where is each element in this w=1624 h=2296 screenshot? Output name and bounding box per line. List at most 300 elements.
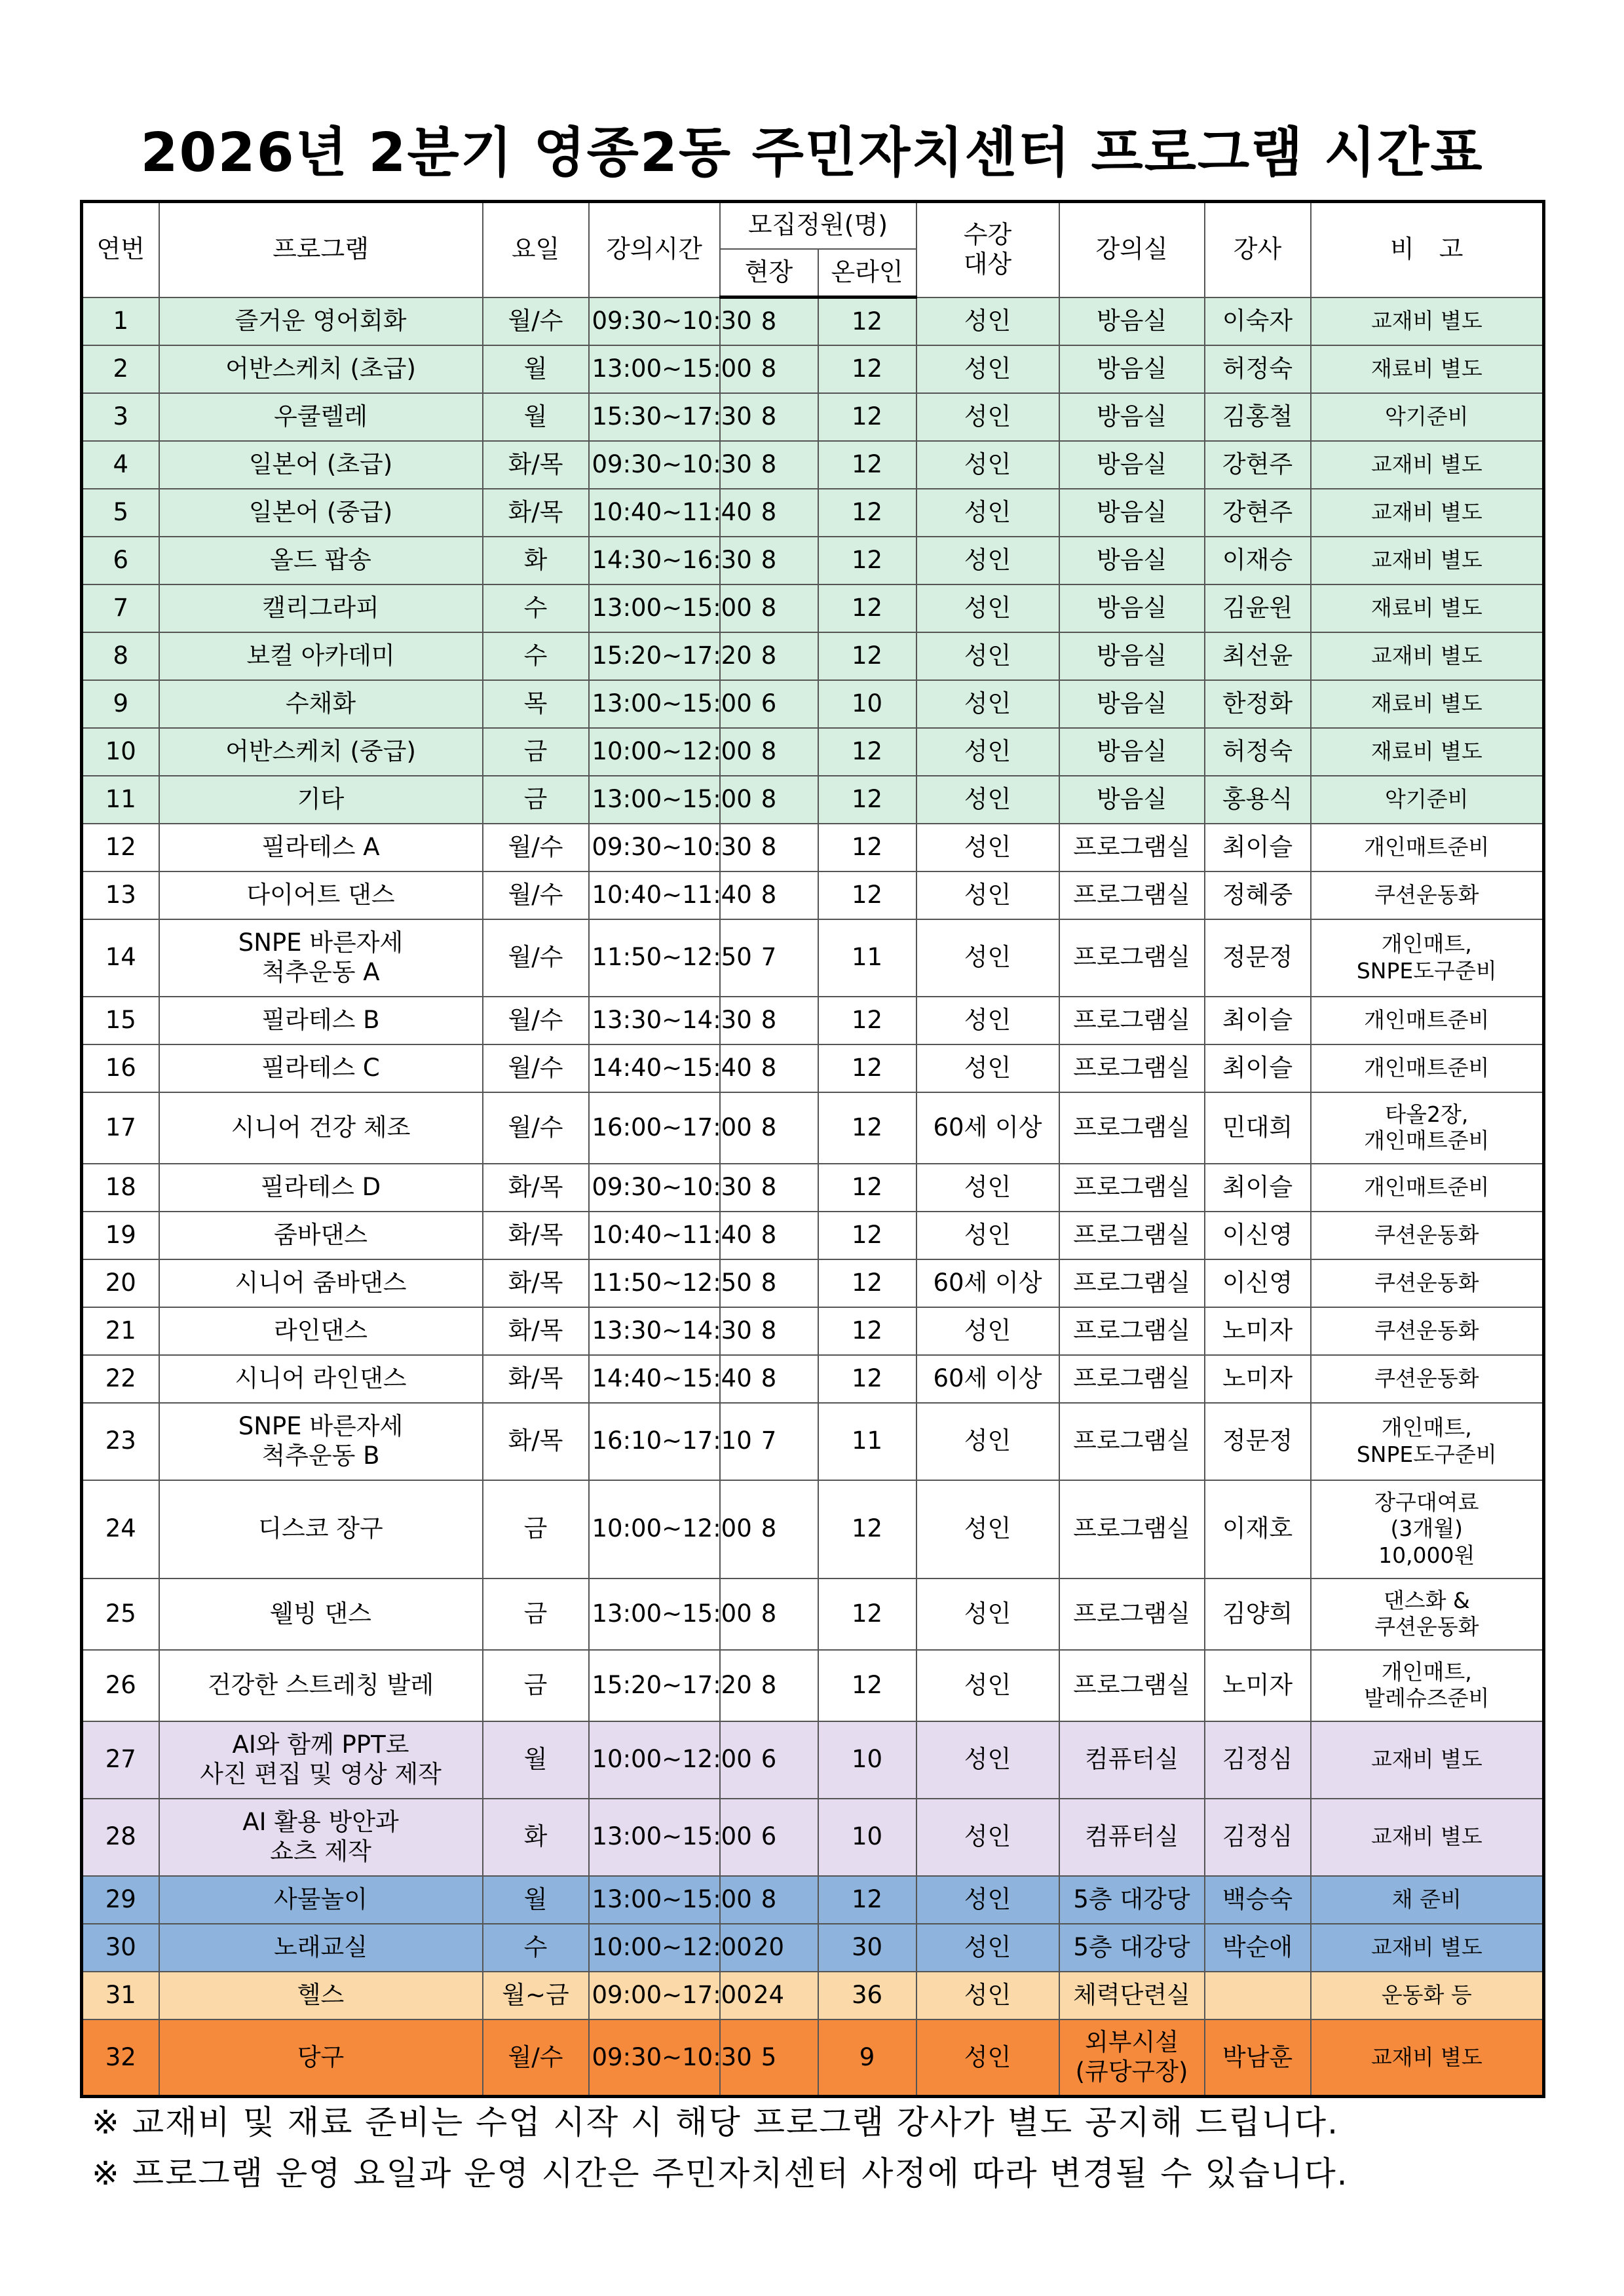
target-audience: 성인 (916, 393, 1059, 441)
table-row (82, 297, 1544, 345)
class-day: 수 (483, 584, 589, 632)
classroom: 컴퓨터실 (1059, 1721, 1205, 1799)
remarks: 채 준비 (1311, 1876, 1544, 1924)
target-audience: 성인 (916, 1876, 1059, 1924)
program-name: 줌바댄스 (159, 1212, 483, 1259)
row-number: 30 (82, 1924, 159, 1972)
class-time: 13:00~15:00 (589, 1799, 720, 1876)
instructor-name: 김양희 (1205, 1578, 1311, 1650)
row-number: 32 (82, 2019, 159, 2097)
class-day: 월 (483, 1876, 589, 1924)
program-name: 어반스케치 (중급) (159, 728, 483, 776)
row-number: 10 (82, 728, 159, 776)
onsite-capacity: 8 (720, 345, 818, 393)
row-number: 23 (82, 1403, 159, 1480)
target-audience: 성인 (916, 489, 1059, 537)
row-number: 28 (82, 1799, 159, 1876)
program-name: 라인댄스 (159, 1307, 483, 1355)
table-row (82, 997, 1544, 1044)
row-number: 4 (82, 441, 159, 489)
remarks: 쿠션운동화 (1311, 871, 1544, 919)
classroom: 프로그램실 (1059, 1355, 1205, 1403)
program-name: 당구 (159, 2019, 483, 2097)
class-time: 13:00~15:00 (589, 1876, 720, 1924)
class-day: 화 (483, 1799, 589, 1876)
footnote-materials: ※ 교재비 및 재료 준비는 수업 시작 시 해당 프로그램 강사가 별도 공지해 드립니다. (92, 2103, 1340, 2141)
program-name: 필라테스 C (159, 1044, 483, 1092)
table-row (82, 776, 1544, 824)
classroom: 방음실 (1059, 393, 1205, 441)
onsite-capacity: 8 (720, 393, 818, 441)
instructor-name: 강현주 (1205, 441, 1311, 489)
onsite-capacity: 8 (720, 824, 818, 871)
class-time: 09:30~10:30 (589, 2019, 720, 2097)
online-capacity: 12 (818, 728, 916, 776)
online-capacity: 12 (818, 997, 916, 1044)
class-day: 월/수 (483, 919, 589, 997)
target-audience: 성인 (916, 871, 1059, 919)
instructor-name: 김홍철 (1205, 393, 1311, 441)
onsite-capacity: 8 (720, 297, 818, 345)
target-audience: 성인 (916, 1799, 1059, 1876)
online-capacity: 12 (818, 1044, 916, 1092)
remarks: 개인매트준비 (1311, 1044, 1544, 1092)
online-capacity: 12 (818, 297, 916, 345)
program-name: 기타 (159, 776, 483, 824)
table-row (82, 1092, 1544, 1164)
class-day: 수 (483, 1924, 589, 1972)
program-name: AI와 함께 PPT로 사진 편집 및 영상 제작 (159, 1721, 483, 1799)
instructor-name: 최이슬 (1205, 1044, 1311, 1092)
instructor-name: 민대희 (1205, 1092, 1311, 1164)
class-time: 14:40~15:40 (589, 1044, 720, 1092)
remarks: 교재비 별도 (1311, 441, 1544, 489)
classroom: 방음실 (1059, 489, 1205, 537)
classroom: 컴퓨터실 (1059, 1799, 1205, 1876)
class-day: 목 (483, 680, 589, 728)
table-row (82, 1480, 1544, 1578)
online-capacity: 12 (818, 871, 916, 919)
class-day: 금 (483, 1578, 589, 1650)
class-day: 월 (483, 1721, 589, 1799)
onsite-capacity: 8 (720, 632, 818, 680)
program-name: 필라테스 A (159, 824, 483, 871)
class-time: 13:00~15:00 (589, 776, 720, 824)
remarks: 교재비 별도 (1311, 1721, 1544, 1799)
target-audience: 60세 이상 (916, 1355, 1059, 1403)
class-time: 09:30~10:30 (589, 441, 720, 489)
table-row (82, 824, 1544, 871)
classroom: 5층 대강당 (1059, 1924, 1205, 1972)
class-day: 월 (483, 393, 589, 441)
instructor-name: 최이슬 (1205, 997, 1311, 1044)
onsite-capacity: 8 (720, 1092, 818, 1164)
program-name: 노래교실 (159, 1924, 483, 1972)
online-capacity: 12 (818, 1355, 916, 1403)
header-note: 비 고 (1311, 202, 1544, 297)
program-name: 사물놀이 (159, 1876, 483, 1924)
remarks: 개인매트, 발레슈즈준비 (1311, 1650, 1544, 1721)
header-room: 강의실 (1059, 202, 1205, 297)
onsite-capacity: 8 (720, 1876, 818, 1924)
target-audience: 성인 (916, 728, 1059, 776)
table-row (82, 1212, 1544, 1259)
row-number: 19 (82, 1212, 159, 1259)
class-day: 월/수 (483, 824, 589, 871)
online-capacity: 10 (818, 1721, 916, 1799)
header-program: 프로그램 (159, 202, 483, 297)
instructor-name: 노미자 (1205, 1307, 1311, 1355)
target-audience: 성인 (916, 632, 1059, 680)
remarks: 교재비 별도 (1311, 1799, 1544, 1876)
program-name: 일본어 (중급) (159, 489, 483, 537)
schedule-body (82, 297, 1544, 2097)
row-number: 27 (82, 1721, 159, 1799)
online-capacity: 12 (818, 441, 916, 489)
table-row (82, 1578, 1544, 1650)
row-number: 26 (82, 1650, 159, 1721)
page-title: 2026년 2분기 영종2동 주민자치센터 프로그램 시간표 (140, 122, 1484, 184)
classroom: 프로그램실 (1059, 1480, 1205, 1578)
online-capacity: 11 (818, 919, 916, 997)
class-time: 09:30~10:30 (589, 824, 720, 871)
target-audience: 60세 이상 (916, 1092, 1059, 1164)
program-name: 일본어 (초급) (159, 441, 483, 489)
program-name: 헬스 (159, 1972, 483, 2019)
class-time: 11:50~12:50 (589, 1259, 720, 1307)
table-row (82, 1044, 1544, 1092)
classroom: 5층 대강당 (1059, 1876, 1205, 1924)
header-onsite: 현장 (720, 249, 818, 297)
program-name: SNPE 바른자세 척추운동 B (159, 1403, 483, 1480)
row-number: 20 (82, 1259, 159, 1307)
classroom: 프로그램실 (1059, 1403, 1205, 1480)
remarks: 재료비 별도 (1311, 680, 1544, 728)
classroom: 방음실 (1059, 537, 1205, 584)
remarks: 교재비 별도 (1311, 537, 1544, 584)
instructor-name: 노미자 (1205, 1650, 1311, 1721)
remarks: 개인매트준비 (1311, 1164, 1544, 1212)
onsite-capacity: 8 (720, 1164, 818, 1212)
remarks: 개인매트, SNPE도구준비 (1311, 1403, 1544, 1480)
program-name: 디스코 장구 (159, 1480, 483, 1578)
online-capacity: 12 (818, 1092, 916, 1164)
online-capacity: 12 (818, 1876, 916, 1924)
footnotes (92, 2097, 1533, 2199)
onsite-capacity: 8 (720, 537, 818, 584)
remarks: 재료비 별도 (1311, 584, 1544, 632)
remarks: 쿠션운동화 (1311, 1307, 1544, 1355)
class-time: 13:00~15:00 (589, 680, 720, 728)
classroom: 방음실 (1059, 441, 1205, 489)
target-audience: 성인 (916, 1403, 1059, 1480)
classroom: 체력단련실 (1059, 1972, 1205, 2019)
class-day: 화/목 (483, 1403, 589, 1480)
program-name: 웰빙 댄스 (159, 1578, 483, 1650)
onsite-capacity: 8 (720, 871, 818, 919)
class-day: 화/목 (483, 1307, 589, 1355)
online-capacity: 12 (818, 537, 916, 584)
table-row (82, 1650, 1544, 1721)
class-time: 10:40~11:40 (589, 871, 720, 919)
header-instructor: 강사 (1205, 202, 1311, 297)
program-name: 시니어 라인댄스 (159, 1355, 483, 1403)
classroom: 프로그램실 (1059, 1650, 1205, 1721)
onsite-capacity: 8 (720, 1578, 818, 1650)
remarks: 교재비 별도 (1311, 489, 1544, 537)
class-day: 월/수 (483, 2019, 589, 2097)
footnote-schedule-change: ※ 프로그램 운영 요일과 운영 시간은 주민자치센터 사정에 따라 변경될 수 있습니다. (92, 2154, 1349, 2192)
onsite-capacity: 7 (720, 1403, 818, 1480)
onsite-capacity: 8 (720, 997, 818, 1044)
class-time: 15:30~17:30 (589, 393, 720, 441)
onsite-capacity: 8 (720, 1307, 818, 1355)
remarks: 교재비 별도 (1311, 1924, 1544, 1972)
target-audience: 성인 (916, 1578, 1059, 1650)
program-name: 수채화 (159, 680, 483, 728)
classroom: 프로그램실 (1059, 1578, 1205, 1650)
class-day: 화/목 (483, 1164, 589, 1212)
online-capacity: 12 (818, 1578, 916, 1650)
classroom: 방음실 (1059, 584, 1205, 632)
instructor-name: 김윤원 (1205, 584, 1311, 632)
row-number: 24 (82, 1480, 159, 1578)
classroom: 프로그램실 (1059, 919, 1205, 997)
class-time: 10:00~12:00 (589, 1721, 720, 1799)
program-name: 우쿨렐레 (159, 393, 483, 441)
class-day: 수 (483, 632, 589, 680)
class-day: 금 (483, 1480, 589, 1578)
onsite-capacity: 8 (720, 1355, 818, 1403)
target-audience: 60세 이상 (916, 1259, 1059, 1307)
target-audience: 성인 (916, 776, 1059, 824)
row-number: 22 (82, 1355, 159, 1403)
remarks: 교재비 별도 (1311, 2019, 1544, 2097)
header-time: 강의시간 (589, 202, 720, 297)
class-day: 월/수 (483, 871, 589, 919)
class-day: 화/목 (483, 1212, 589, 1259)
instructor-name: 박순애 (1205, 1924, 1311, 1972)
instructor-name: 최이슬 (1205, 824, 1311, 871)
target-audience: 성인 (916, 1164, 1059, 1212)
onsite-capacity: 8 (720, 1650, 818, 1721)
row-number: 11 (82, 776, 159, 824)
target-audience: 성인 (916, 2019, 1059, 2097)
table-row (82, 1355, 1544, 1403)
table-row (82, 1876, 1544, 1924)
target-audience: 성인 (916, 824, 1059, 871)
instructor-name: 박남훈 (1205, 2019, 1311, 2097)
class-time: 13:00~15:00 (589, 345, 720, 393)
target-audience: 성인 (916, 1044, 1059, 1092)
row-number: 6 (82, 537, 159, 584)
row-number: 16 (82, 1044, 159, 1092)
onsite-capacity: 24 (720, 1972, 818, 2019)
online-capacity: 12 (818, 632, 916, 680)
program-name: 보컬 아카데미 (159, 632, 483, 680)
row-number: 3 (82, 393, 159, 441)
row-number: 31 (82, 1972, 159, 2019)
header-target: 수강 대상 (916, 202, 1059, 297)
table-row (82, 919, 1544, 997)
class-time: 14:40~15:40 (589, 1355, 720, 1403)
instructor-name: 이숙자 (1205, 297, 1311, 345)
table-row (82, 393, 1544, 441)
header-day: 요일 (483, 202, 589, 297)
online-capacity: 12 (818, 584, 916, 632)
instructor-name: 이신영 (1205, 1212, 1311, 1259)
class-day: 화/목 (483, 1259, 589, 1307)
class-time: 13:00~15:00 (589, 584, 720, 632)
online-capacity: 12 (818, 1307, 916, 1355)
onsite-capacity: 8 (720, 728, 818, 776)
class-time: 09:30~10:30 (589, 297, 720, 345)
target-audience: 성인 (916, 1480, 1059, 1578)
table-row (82, 680, 1544, 728)
table-row (82, 2019, 1544, 2097)
classroom: 프로그램실 (1059, 1212, 1205, 1259)
program-name: 다이어트 댄스 (159, 871, 483, 919)
row-number: 17 (82, 1092, 159, 1164)
table-row (82, 1259, 1544, 1307)
table-row (82, 632, 1544, 680)
instructor-name: 이재승 (1205, 537, 1311, 584)
target-audience: 성인 (916, 1212, 1059, 1259)
class-day: 월/수 (483, 1092, 589, 1164)
online-capacity: 10 (818, 1799, 916, 1876)
remarks: 운동화 등 (1311, 1972, 1544, 2019)
table-row (82, 1164, 1544, 1212)
instructor-name: 백승숙 (1205, 1876, 1311, 1924)
online-capacity: 9 (818, 2019, 916, 2097)
instructor-name: 허정숙 (1205, 728, 1311, 776)
class-day: 월/수 (483, 997, 589, 1044)
program-name: 건강한 스트레칭 발레 (159, 1650, 483, 1721)
header-capacity: 모집정원(명) (720, 202, 916, 249)
row-number: 15 (82, 997, 159, 1044)
instructor-name: 허정숙 (1205, 345, 1311, 393)
class-time: 09:00~17:00 (589, 1972, 720, 2019)
table-row (82, 537, 1544, 584)
instructor-name: 최이슬 (1205, 1164, 1311, 1212)
program-name: 시니어 줌바댄스 (159, 1259, 483, 1307)
instructor-name: 김정심 (1205, 1721, 1311, 1799)
classroom: 프로그램실 (1059, 1092, 1205, 1164)
online-capacity: 12 (818, 1259, 916, 1307)
row-number: 7 (82, 584, 159, 632)
target-audience: 성인 (916, 1924, 1059, 1972)
online-capacity: 12 (818, 1212, 916, 1259)
remarks: 개인매트준비 (1311, 997, 1544, 1044)
remarks: 재료비 별도 (1311, 728, 1544, 776)
instructor-name: 홍용식 (1205, 776, 1311, 824)
remarks: 개인매트, SNPE도구준비 (1311, 919, 1544, 997)
target-audience: 성인 (916, 297, 1059, 345)
classroom: 방음실 (1059, 776, 1205, 824)
class-time: 10:40~11:40 (589, 489, 720, 537)
onsite-capacity: 7 (720, 919, 818, 997)
program-name: 어반스케치 (초급) (159, 345, 483, 393)
classroom: 프로그램실 (1059, 1259, 1205, 1307)
class-time: 13:30~14:30 (589, 1307, 720, 1355)
class-time: 16:00~17:00 (589, 1092, 720, 1164)
instructor-name: 이재호 (1205, 1480, 1311, 1578)
online-capacity: 11 (818, 1403, 916, 1480)
online-capacity: 36 (818, 1972, 916, 2019)
instructor-name: 최선윤 (1205, 632, 1311, 680)
online-capacity: 12 (818, 824, 916, 871)
classroom: 방음실 (1059, 345, 1205, 393)
class-day: 금 (483, 776, 589, 824)
row-number: 1 (82, 297, 159, 345)
online-capacity: 12 (818, 1480, 916, 1578)
class-day: 화/목 (483, 1355, 589, 1403)
row-number: 29 (82, 1876, 159, 1924)
classroom: 프로그램실 (1059, 1307, 1205, 1355)
onsite-capacity: 8 (720, 1259, 818, 1307)
online-capacity: 10 (818, 680, 916, 728)
row-number: 5 (82, 489, 159, 537)
row-number: 14 (82, 919, 159, 997)
online-capacity: 12 (818, 1164, 916, 1212)
onsite-capacity: 6 (720, 1721, 818, 1799)
table-row (82, 441, 1544, 489)
classroom: 방음실 (1059, 728, 1205, 776)
row-number: 9 (82, 680, 159, 728)
class-day: 월/수 (483, 1044, 589, 1092)
table-row (82, 728, 1544, 776)
target-audience: 성인 (916, 1307, 1059, 1355)
table-row (82, 871, 1544, 919)
onsite-capacity: 5 (720, 2019, 818, 2097)
row-number: 25 (82, 1578, 159, 1650)
class-day: 화/목 (483, 489, 589, 537)
header-online: 온라인 (818, 249, 916, 297)
row-number: 8 (82, 632, 159, 680)
target-audience: 성인 (916, 997, 1059, 1044)
instructor-name: 정문정 (1205, 919, 1311, 997)
instructor-name: 김정심 (1205, 1799, 1311, 1876)
class-time: 14:30~16:30 (589, 537, 720, 584)
row-number: 21 (82, 1307, 159, 1355)
class-day: 월~금 (483, 1972, 589, 2019)
target-audience: 성인 (916, 1650, 1059, 1721)
classroom: 프로그램실 (1059, 824, 1205, 871)
remarks: 장구대여료 (3개월) 10,000원 (1311, 1480, 1544, 1578)
class-time: 11:50~12:50 (589, 919, 720, 997)
target-audience: 성인 (916, 1972, 1059, 2019)
program-name: SNPE 바른자세 척추운동 A (159, 919, 483, 997)
class-time: 10:00~12:00 (589, 728, 720, 776)
remarks: 악기준비 (1311, 776, 1544, 824)
row-number: 18 (82, 1164, 159, 1212)
classroom: 프로그램실 (1059, 1044, 1205, 1092)
target-audience: 성인 (916, 584, 1059, 632)
online-capacity: 12 (818, 345, 916, 393)
instructor-name: 이신영 (1205, 1259, 1311, 1307)
class-day: 금 (483, 728, 589, 776)
table-row (82, 1924, 1544, 1972)
class-day: 월 (483, 345, 589, 393)
program-schedule-table (80, 200, 1545, 2098)
class-time: 09:30~10:30 (589, 1164, 720, 1212)
class-day: 화 (483, 537, 589, 584)
remarks: 쿠션운동화 (1311, 1355, 1544, 1403)
class-day: 금 (483, 1650, 589, 1721)
program-name: AI 활용 방안과 쇼츠 제작 (159, 1799, 483, 1876)
program-name: 캘리그라피 (159, 584, 483, 632)
row-number: 2 (82, 345, 159, 393)
